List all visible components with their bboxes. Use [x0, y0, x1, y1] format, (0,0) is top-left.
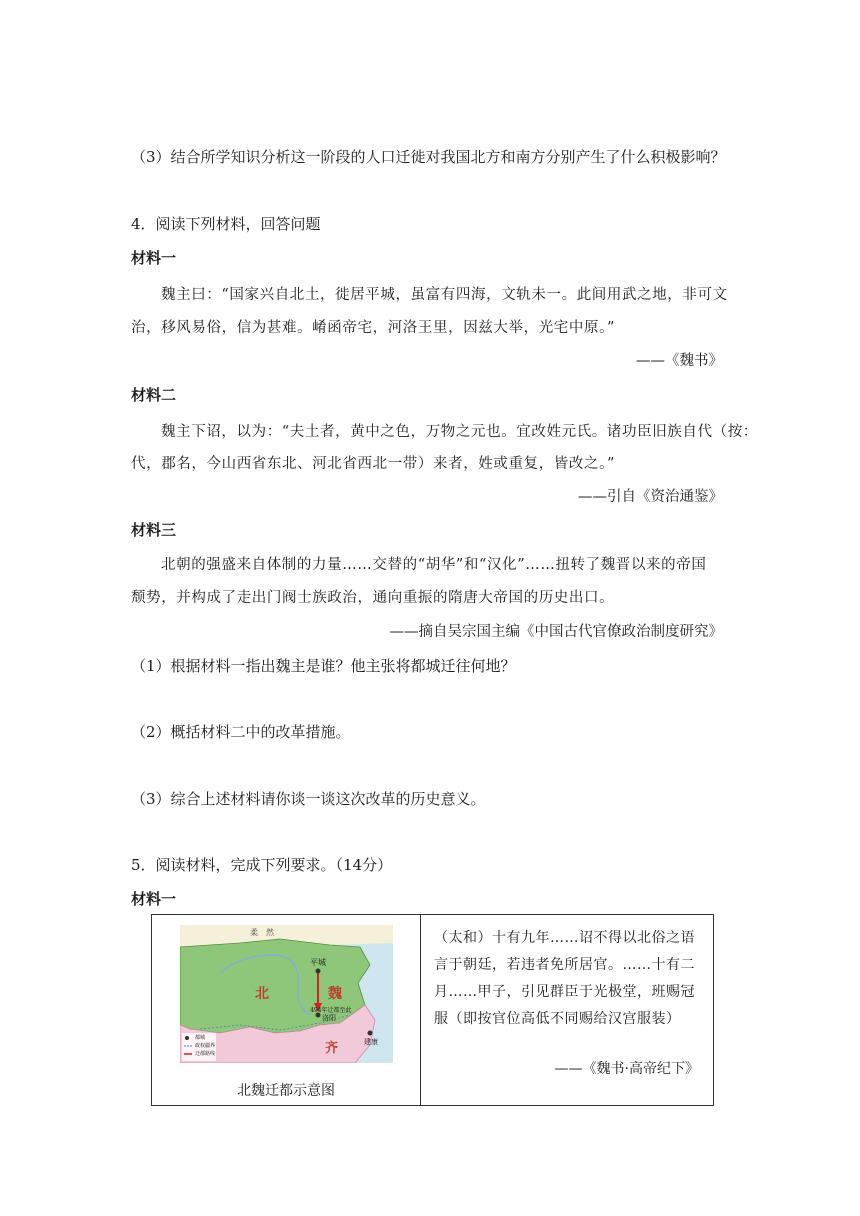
table-divider	[420, 915, 421, 1105]
pingcheng-dot	[316, 969, 321, 974]
material-3-source: ——摘自吴宗国主编《中国古代官僚政治制度研究》	[389, 624, 723, 640]
material-1-text: （太和）十有九年……诏不得以北俗之语言于朝廷，若违者免所居官。……十有二月……甲子，引见群臣于光极堂，班赐冠服（即按官位高低不同赐给汉宫服装）	[434, 930, 695, 1027]
material-2-source: ——引自《资治通鉴》	[578, 489, 723, 505]
legend-label-border: 政权疆界	[195, 1043, 216, 1049]
material-3-label: 材料三	[131, 521, 177, 539]
map-label-qi: 齐	[325, 1041, 339, 1056]
map-caption: 北魏迁都示意图	[237, 1083, 335, 1099]
question-4-sub-2: （2）概括材料二中的改革措施。	[131, 723, 351, 741]
jiankang-dot	[368, 1031, 373, 1036]
material-1-line-2: 治，移风易俗，信为甚难。崤函帝宅，河洛王里，因兹大举，光宅中原。”	[131, 320, 615, 336]
question-5-title: 5．阅读材料，完成下列要求。（14分）	[131, 856, 393, 874]
map-label-rouran: 柔 然	[250, 928, 274, 937]
material-1-text-source: ——《魏书·高帝纪下》	[554, 1061, 699, 1077]
legend-label-route: 迁都路线	[195, 1051, 216, 1057]
material-2-line-1: 魏主下诏，以为：“夫土者，黄中之色，万物之元也。宜改姓元氏。诸功臣旧族自代（按：	[161, 424, 758, 440]
map-label-pingcheng: 平城	[310, 958, 326, 967]
material-2-label: 材料二	[131, 386, 177, 404]
material-2-line-2: 代，郡名，今山西省东北、河北省西北一带）来者，姓或重复，皆改之。”	[131, 456, 615, 472]
map-label-wei: 魏	[328, 986, 342, 1002]
material-1-line-1: 魏主曰：“国家兴自北土，徙居平城，虽富有四海，文轨未一。此间用武之地，非可文	[161, 287, 728, 303]
map-label-bei: 北	[255, 986, 269, 1002]
question-4-title: 4．阅读下列材料，回答问题	[131, 215, 321, 233]
question-4-sub-1: （1）根据材料一指出魏主是谁？他主张将都城迁往何地？	[131, 657, 516, 675]
legend-label-capital: 都城	[195, 1035, 206, 1041]
material-1-source: ——《魏书》	[636, 353, 723, 369]
map-label-luoyang: 洛阳	[322, 1014, 336, 1022]
question-4-sub-3: （3）综合上述材料请你谈一谈这次改革的历史意义。	[131, 790, 486, 808]
northern-wei-capital-map	[180, 925, 393, 1063]
material-1-label: 材料一	[131, 249, 177, 267]
material-3-line-1: 北朝的强盛来自体制的力量……交替的“胡华”和“汉化”……扭转了魏晋以来的帝国	[161, 557, 707, 573]
question-5-material-1-label: 材料一	[131, 890, 177, 908]
map-label-arrow-note: 494年迁都至此	[310, 1007, 352, 1014]
question-3-previous: （3）结合所学知识分析这一阶段的人口迁徙对我国北方和南方分别产生了什么积极影响？	[131, 148, 726, 166]
map-label-jiankang: 建康	[364, 1038, 378, 1046]
material-table	[151, 914, 714, 1106]
material-3-line-2: 颓势，并构成了走出门阀士族政治，通向重振的隋唐大帝国的历史出口。	[131, 590, 615, 606]
legend-capital-dot	[185, 1036, 189, 1040]
